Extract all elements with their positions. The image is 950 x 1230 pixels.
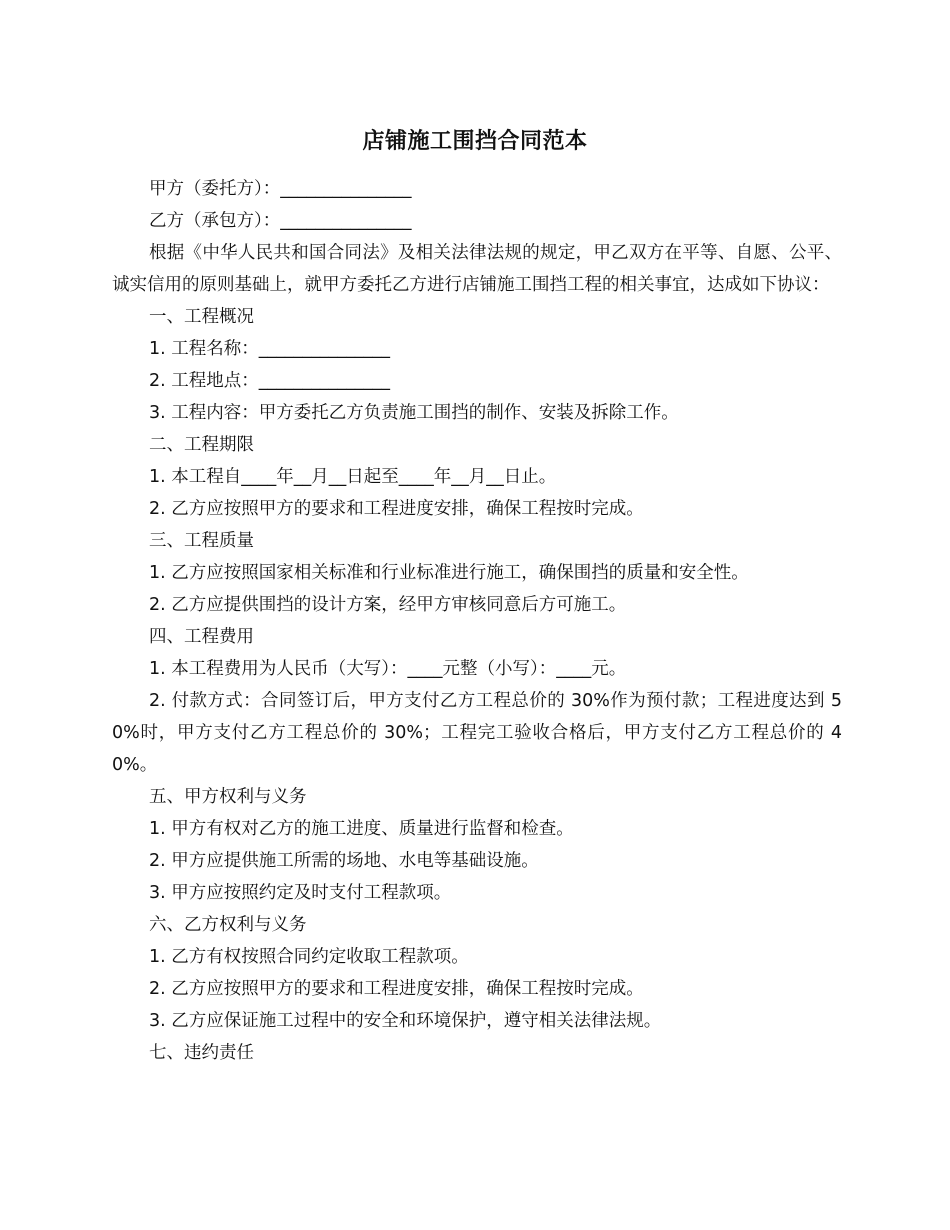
- document-body: [112, 173, 842, 1069]
- clause-paragraph: 2. 工程地点：_______________: [149, 371, 391, 391]
- clause-paragraph: 1. 工程名称：_______________: [149, 339, 391, 359]
- clause-paragraph: 2. 乙方应按照甲方的要求和工程进度安排，确保工程按时完成。: [149, 499, 644, 519]
- clause-paragraph: 1. 乙方有权按照合同约定收取工程款项。: [149, 947, 469, 967]
- preamble-paragraph: 根据《中华人民共和国合同法》及相关法律法规的规定，甲乙双方在平等、自愿、公平、诚实信用的原则基础上，就甲方委托乙方进行店铺施工围挡工程的相关事宜，达成如下协议：: [112, 243, 842, 295]
- section-heading: 三、工程质量: [149, 531, 254, 551]
- section-heading: 四、工程费用: [149, 627, 254, 647]
- section-heading: 一、工程概况: [149, 307, 254, 327]
- section-heading: 二、工程期限: [149, 435, 254, 455]
- clause-paragraph: 3. 工程内容：甲方委托乙方负责施工围挡的制作、安装及拆除工作。: [149, 403, 679, 423]
- clause-paragraph: 3. 甲方应按照约定及时支付工程款项。: [149, 883, 452, 903]
- party-b-line: 乙方（承包方）：_______________: [149, 211, 412, 231]
- clause-paragraph: 1. 乙方应按照国家相关标准和行业标准进行施工，确保围挡的质量和安全性。: [149, 563, 749, 583]
- clause-paragraph: 1. 本工程自____年__月__日起至____年__月__日止。: [149, 467, 557, 487]
- clause-paragraph: 1. 甲方有权对乙方的施工进度、质量进行监督和检查。: [149, 819, 574, 839]
- clause-paragraph: 2. 乙方应提供围挡的设计方案，经甲方审核同意后方可施工。: [149, 595, 627, 615]
- document-title: 店铺施工围挡合同范本: [362, 129, 588, 154]
- clause-paragraph: 1. 本工程费用为人民币（大写）：____元整（小写）：____元。: [149, 659, 627, 679]
- section-heading: 五、甲方权利与义务: [149, 787, 307, 807]
- clause-paragraph: 2. 乙方应按照甲方的要求和工程进度安排，确保工程按时完成。: [149, 979, 644, 999]
- clause-paragraph: 2. 甲方应提供施工所需的场地、水电等基础设施。: [149, 851, 539, 871]
- clause-paragraph: 3. 乙方应保证施工过程中的安全和环境保护，遵守相关法律法规。: [149, 1011, 662, 1031]
- clause-paragraph: 2. 付款方式：合同签订后，甲方支付乙方工程总价的 30%作为预付款；工程进度达到 50%时，甲方支付乙方工程总价的 30%；工程完工验收合格后，甲方支付乙方工程总价的 40%。: [112, 691, 842, 775]
- section-heading: 六、乙方权利与义务: [149, 915, 307, 935]
- section-heading: 七、违约责任: [149, 1043, 254, 1063]
- party-a-line: 甲方（委托方）：_______________: [149, 179, 412, 199]
